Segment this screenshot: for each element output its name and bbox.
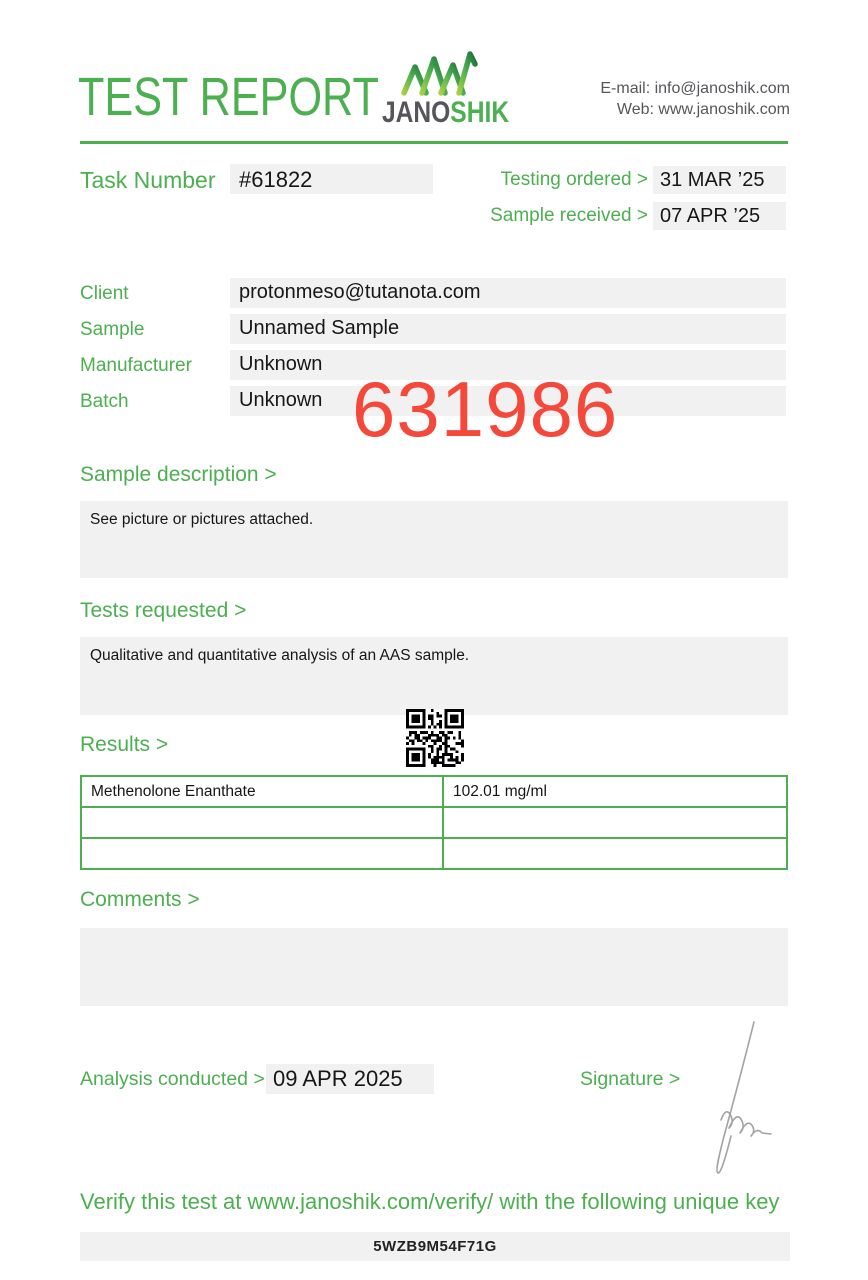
client-label: Client	[80, 283, 129, 304]
results-row	[81, 776, 787, 807]
result-analyte-cell	[81, 838, 443, 869]
signature-label: Signature >	[580, 1068, 681, 1090]
sample-value-box	[230, 314, 786, 344]
sample-value: Unnamed Sample	[239, 317, 400, 339]
results-table	[80, 775, 788, 870]
watermark-number: 631986	[352, 365, 619, 453]
qr-code	[406, 709, 464, 767]
tests-requested-text: Qualitative and quantitative analysis of an AAS sample.	[90, 647, 470, 664]
email-line: E-mail: info@janoshik.com	[600, 80, 790, 97]
sample-received-value: 07 APR ’25	[660, 205, 761, 227]
tests-requested-box	[80, 637, 788, 715]
comments-heading: Comments >	[80, 888, 200, 911]
manufacturer-value: Unknown	[239, 353, 323, 375]
comments-box	[80, 928, 788, 1006]
testing-ordered-value-box	[653, 166, 786, 194]
unique-key-value: 5WZB9M54F71G	[373, 1238, 497, 1255]
result-analyte-cell	[81, 807, 443, 838]
sample-description-box	[80, 501, 788, 578]
web-line: Web: www.janoshik.com	[616, 101, 790, 118]
analysis-conducted-label: Analysis conducted >	[80, 1068, 265, 1090]
tests-requested-heading: Tests requested >	[80, 599, 247, 622]
manufacturer-label: Manufacturer	[80, 355, 192, 376]
testing-ordered-value: 31 MAR ’25	[660, 169, 765, 191]
task-number-label: Task Number	[80, 167, 216, 193]
client-value: protonmeso@tutanota.com	[239, 281, 481, 303]
comments-text	[80, 928, 788, 937]
sample-label: Sample	[80, 319, 145, 340]
sample-received-value-box	[653, 202, 786, 230]
task-number-value: #61822	[239, 167, 313, 192]
sample-description-text: See picture or pictures attached.	[90, 511, 314, 528]
logo-text-jano: JANO	[381, 96, 451, 129]
logo-wordmark	[382, 98, 509, 128]
task-number-value-box	[230, 164, 433, 194]
logo-text-shik: SHIK	[450, 96, 510, 129]
client-value-box	[230, 278, 786, 308]
sample-description-heading: Sample description >	[80, 463, 277, 486]
result-analyte-cell: Methenolone Enanthate	[81, 776, 443, 807]
chart-growth-icon	[398, 50, 478, 96]
header-divider	[80, 141, 788, 144]
verify-instruction: Verify this test at www.janoshik.com/verify/ with the following unique key	[80, 1189, 780, 1214]
results-heading: Results >	[80, 733, 169, 756]
sample-received-label: Sample received >	[490, 205, 648, 226]
testing-ordered-label: Testing ordered >	[500, 169, 648, 190]
result-value-cell	[443, 838, 787, 869]
result-value-cell: 102.01 mg/ml	[443, 776, 787, 807]
janoshik-logo	[368, 50, 508, 128]
analysis-date-box	[266, 1064, 434, 1094]
results-row	[81, 807, 787, 838]
page-title: TEST REPORT	[78, 67, 379, 127]
batch-value: Unknown	[239, 389, 323, 411]
contact-info	[600, 78, 790, 120]
batch-label: Batch	[80, 391, 129, 412]
result-value-cell	[443, 807, 787, 838]
results-row	[81, 838, 787, 869]
analysis-date-value: 09 APR 2025	[273, 1066, 403, 1091]
unique-key-box	[80, 1232, 790, 1261]
handwritten-signature	[690, 1016, 774, 1180]
